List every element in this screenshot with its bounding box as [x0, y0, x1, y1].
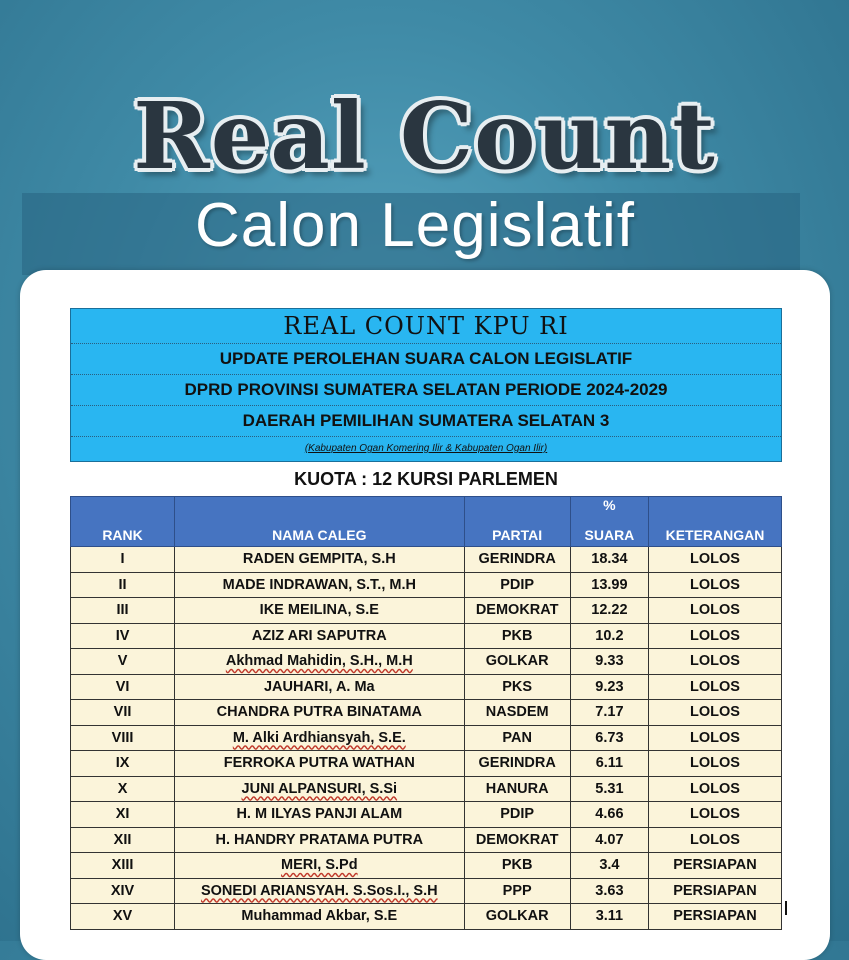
cell-name: JAUHARI, A. Ma — [175, 674, 464, 700]
table-row — [71, 725, 782, 751]
cell-party: NASDEM — [464, 700, 570, 726]
header-pct — [570, 497, 648, 547]
cell-rank: XII — [71, 827, 175, 853]
cell-name — [175, 853, 464, 879]
cell-rank: II — [71, 572, 175, 598]
table-row — [71, 904, 782, 930]
table-row — [71, 827, 782, 853]
cell-ket: LOLOS — [648, 598, 781, 624]
cell-party: PPP — [464, 878, 570, 904]
cell-name: IKE MEILINA, S.E — [175, 598, 464, 624]
cell-name — [175, 878, 464, 904]
cell-rank: XI — [71, 802, 175, 828]
table-row — [71, 623, 782, 649]
cell-rank: XIV — [71, 878, 175, 904]
table-row — [71, 853, 782, 879]
cell-pct: 18.34 — [570, 547, 648, 573]
cell-name: Muhammad Akbar, S.E — [175, 904, 464, 930]
cell-name-text: M. Alki Ardhiansyah, S.E. — [232, 729, 406, 746]
cell-name-text: Akhmad Mahidin, S.H., M.H — [225, 653, 413, 670]
cell-party: GOLKAR — [464, 649, 570, 675]
cell-name — [175, 776, 464, 802]
header-name: NAMA CALEG — [175, 497, 464, 547]
cell-ket: LOLOS — [648, 547, 781, 573]
cell-name: FERROKA PUTRA WATHAN — [175, 751, 464, 777]
cell-pct: 10.2 — [570, 623, 648, 649]
cell-rank: XIII — [71, 853, 175, 879]
results-table — [70, 496, 782, 930]
cell-party: DEMOKRAT — [464, 598, 570, 624]
cell-pct: 4.66 — [570, 802, 648, 828]
cell-pct: 4.07 — [570, 827, 648, 853]
cell-party: GOLKAR — [464, 904, 570, 930]
cell-name: H. M ILYAS PANJI ALAM — [175, 802, 464, 828]
cell-ket: LOLOS — [648, 674, 781, 700]
table-row — [71, 878, 782, 904]
cell-pct: 3.4 — [570, 853, 648, 879]
cell-pct: 3.11 — [570, 904, 648, 930]
header-line-update: UPDATE PEROLEHAN SUARA CALON LEGISLATIF — [71, 344, 781, 375]
cell-ket: LOLOS — [648, 827, 781, 853]
table-row — [71, 751, 782, 777]
cell-rank: I — [71, 547, 175, 573]
table-row — [71, 572, 782, 598]
cell-rank: X — [71, 776, 175, 802]
table-row — [71, 776, 782, 802]
header-line-region: (Kabupaten Ogan Komering Ilir & Kabupaten Ogan Ilir) — [304, 443, 548, 454]
cell-rank: VII — [71, 700, 175, 726]
cell-rank: XV — [71, 904, 175, 930]
cell-party: PDIP — [464, 572, 570, 598]
cell-pct: 6.11 — [570, 751, 648, 777]
cell-ket: PERSIAPAN — [648, 853, 781, 879]
header-pct-label: SUARA — [584, 527, 635, 543]
cell-rank: III — [71, 598, 175, 624]
cell-name: RADEN GEMPITA, S.H — [175, 547, 464, 573]
table-row — [71, 649, 782, 675]
table-row — [71, 598, 782, 624]
cell-ket: LOLOS — [648, 802, 781, 828]
cell-name-text: JUNI ALPANSURI, S.Si — [241, 780, 398, 797]
cell-name: MADE INDRAWAN, S.T., M.H — [175, 572, 464, 598]
cell-rank: V — [71, 649, 175, 675]
cell-ket: LOLOS — [648, 776, 781, 802]
cell-name: H. HANDRY PRATAMA PUTRA — [175, 827, 464, 853]
cell-name-text: SONEDI ARIANSYAH. S.Sos.I., S.H — [200, 882, 438, 899]
cell-party: PKB — [464, 853, 570, 879]
header-line-dapil: DAERAH PEMILIHAN SUMATERA SELATAN 3 — [71, 406, 781, 437]
cell-ket: LOLOS — [648, 572, 781, 598]
cell-party: PAN — [464, 725, 570, 751]
cell-pct: 5.31 — [570, 776, 648, 802]
table-row — [71, 547, 782, 573]
cell-ket: LOLOS — [648, 700, 781, 726]
table-row — [71, 700, 782, 726]
cell-rank: IX — [71, 751, 175, 777]
text-cursor — [785, 901, 787, 915]
cell-pct: 9.23 — [570, 674, 648, 700]
cell-name: CHANDRA PUTRA BINATAMA — [175, 700, 464, 726]
cell-party: PKB — [464, 623, 570, 649]
cell-name-text: MERI, S.Pd — [281, 857, 358, 874]
cell-ket: LOLOS — [648, 623, 781, 649]
cell-ket: PERSIAPAN — [648, 878, 781, 904]
cell-party: GERINDRA — [464, 751, 570, 777]
cell-party: HANURA — [464, 776, 570, 802]
cell-name — [175, 725, 464, 751]
cell-pct: 7.17 — [570, 700, 648, 726]
cell-pct: 9.33 — [570, 649, 648, 675]
header-title: REAL COUNT KPU RI — [71, 309, 781, 344]
banner-subtitle: Calon Legislatif — [195, 191, 635, 260]
cell-pct: 6.73 — [570, 725, 648, 751]
cell-name — [175, 649, 464, 675]
cell-name: AZIZ ARI SAPUTRA — [175, 623, 464, 649]
header-ket: KETERANGAN — [648, 497, 781, 547]
cell-rank: VIII — [71, 725, 175, 751]
table-row — [71, 674, 782, 700]
cell-pct: 3.63 — [570, 878, 648, 904]
table-row — [71, 802, 782, 828]
cell-ket: LOLOS — [648, 649, 781, 675]
cell-ket: LOLOS — [648, 751, 781, 777]
header-party: PARTAI — [464, 497, 570, 547]
header-rank: RANK — [71, 497, 175, 547]
cell-party: PDIP — [464, 802, 570, 828]
cell-ket: PERSIAPAN — [648, 904, 781, 930]
cell-party: DEMOKRAT — [464, 827, 570, 853]
quota-label: KUOTA : 12 KURSI PARLEMEN — [294, 469, 558, 489]
cell-ket: LOLOS — [648, 725, 781, 751]
cell-party: GERINDRA — [464, 547, 570, 573]
banner-title: Real Count — [133, 82, 716, 190]
cell-pct: 13.99 — [570, 572, 648, 598]
cell-rank: IV — [71, 623, 175, 649]
header-pct-symbol: % — [603, 497, 616, 513]
cell-pct: 12.22 — [570, 598, 648, 624]
spreadsheet-document — [70, 308, 782, 930]
header-line-dprd: DPRD PROVINSI SUMATERA SELATAN PERIODE 2024-2029 — [71, 375, 781, 406]
document-header — [70, 308, 782, 462]
table-header-row — [71, 497, 782, 547]
cell-party: PKS — [464, 674, 570, 700]
cell-rank: VI — [71, 674, 175, 700]
